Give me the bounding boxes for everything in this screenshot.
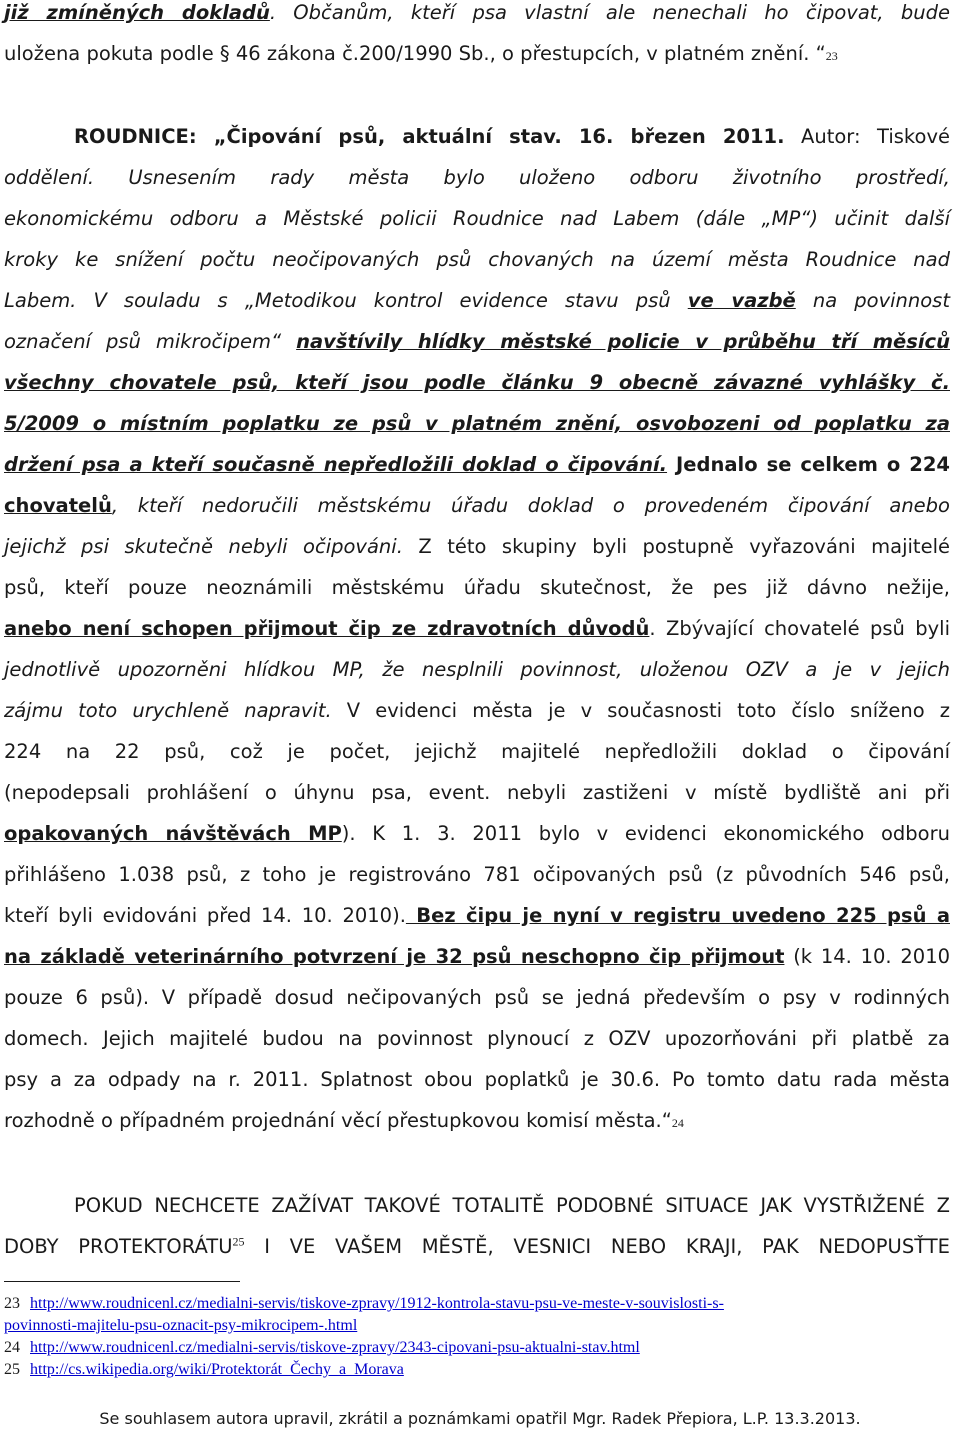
footnote-number: 25 <box>4 1361 20 1378</box>
body-line <box>4 165 950 191</box>
text-run: navštívily hlídky městské policie v průběhu tří měsíců <box>296 330 950 353</box>
footnote-number: 23 <box>4 1295 20 1312</box>
body-line <box>4 206 950 232</box>
text-run: 5/2009 o místním poplatku ze psů v platném znění, osvobozeni od poplatku za <box>4 412 950 435</box>
closing-line-2 <box>4 1234 950 1260</box>
body-line <box>4 452 950 478</box>
footnote-23-cont <box>4 1316 944 1336</box>
text-run: Bez čipu je nyní v registru uvedeno 225 psů a <box>405 904 950 927</box>
footnote-number: 24 <box>4 1339 20 1356</box>
text-run: chovatelů <box>4 494 112 517</box>
body-line <box>4 1067 950 1093</box>
footnote-25 <box>4 1360 944 1380</box>
body-line <box>4 657 950 683</box>
text-run: kroky ke snížení počtu neočipovaných psů chovaných na území města Roudnice nad <box>4 248 950 271</box>
text-run: Jednalo se celkem o 224 <box>667 453 950 476</box>
closing-line-1 <box>74 1193 950 1219</box>
closing-text-2a: DOBY PROTEKTORÁTU$^{25}$ <box>4 1234 245 1258</box>
body-line <box>4 698 950 724</box>
text-run: Labem. V souladu s „Metodikou kontrol evidence stavu psů <box>4 289 688 312</box>
text-run: držení psa a kteří současně nepředložili doklad o čipování. <box>4 453 668 476</box>
text-run: oddělení. <box>4 166 95 189</box>
body-line <box>4 411 950 437</box>
text-run: ve vazbě <box>687 289 796 312</box>
body-line <box>4 821 950 847</box>
text-run: ROUDNICE: „Čipování psů, aktuální stav. 16. březen 2011. <box>74 125 785 148</box>
footnote-separator <box>4 1281 240 1282</box>
text-run: jednotlivě upozorněni hlídkou MP, že nesplnili povinnost, uloženou OZV a je v jejich <box>4 658 950 681</box>
text-run: Autor: Tiskové <box>784 125 950 148</box>
text-run: K 1. 3. 2011 bylo v evidenci ekonomického odboru <box>355 822 950 845</box>
footnote-23 <box>4 1294 944 1314</box>
body-line <box>4 493 950 519</box>
text-run: domech. Jejich majitelé budou na povinnost plynoucí z OZV upozorňováni při platbě za <box>4 1027 950 1050</box>
body-line <box>4 1026 950 1052</box>
footnote-ref-25[interactable]: 25 <box>232 1234 245 1249</box>
text-run: již zmíněných dokladů <box>4 1 270 24</box>
text-run: přihlášeno 1.038 psů, z toho je registrováno 781 očipovaných psů (z původních 546 psů, <box>4 863 950 886</box>
text-run: , kteří nedoručili městskému úřadu doklad o provedeném čipování anebo <box>111 494 950 517</box>
text-run: (k 14. 10. 2010 <box>784 945 951 968</box>
text-run: opakovaných návštěvách MP <box>4 822 342 845</box>
text-run: psy a za odpady na r. 2011. Splatnost obou poplatků je 30.6. Po tomto datu rada města <box>4 1068 950 1091</box>
body-line <box>4 534 950 560</box>
footnote-24 <box>4 1338 944 1358</box>
body-line <box>4 0 950 26</box>
text-run: zájmu toto urychleně napravit. <box>4 699 332 722</box>
body-line <box>4 903 950 929</box>
text-run: označení psů mikročipem“ <box>4 330 297 353</box>
text-run: na povinnost <box>795 289 950 312</box>
body-line: uložena pokuta podle § 46 zákona č.200/1990 Sb., o přestupcích, v platném znění. “ 23 <box>4 42 838 65</box>
body-line <box>4 575 950 601</box>
text-run: anebo není schopen přijmout čip ze zdravotních důvodů <box>4 617 650 640</box>
body-line <box>4 780 950 806</box>
body-line <box>4 862 950 888</box>
text-run: . Zbývající chovatelé psů byli <box>649 617 950 640</box>
text-run: ekonomickému odboru a Městské policii Roudnice nad Labem (dále „MP“) učinit další <box>4 207 950 230</box>
text-run: jejichž psi skutečně nebyli očipováni. <box>4 535 403 558</box>
text-run: pouze 6 psů). V případě dosud nečipovaných psů se jedná především o psy v rodinných <box>4 986 950 1009</box>
text-run: rozhodně o případném projednání věcí přestupkovou komisí města.“ <box>4 1109 672 1132</box>
body-line <box>4 739 950 765</box>
text-run: . Občanům, kteří psa vlastní ale nenechali ho čipovat, bude <box>269 1 950 24</box>
text-run: na základě veterinárního potvrzení je 32 psů neschopno čip přijmout <box>4 945 785 968</box>
closing-text-1: POKUD NECHCETE ZAŽÍVAT TAKOVÉ TOTALITĚ PODOBNÉ SITUACE JAK VYSTŘIŽENÉ Z <box>74 1194 950 1217</box>
text-run: Z této skupiny byli postupně vyřazováni majitelé <box>402 535 950 558</box>
text-run: (nepodepsali prohlášení o úhynu psa, event. nebyli zastiženi v místě bydliště ani při <box>4 781 950 804</box>
text-run: psů, kteří pouze neoznámili městskému úřadu skutečnost, že pes již dávno nežije, <box>4 576 950 599</box>
footnote-link[interactable]: http://www.roudnicenl.cz/medialni-servis/tiskove-zpravy/2343-cipovani-psu-aktualni-stav.html <box>30 1339 640 1356</box>
page-footer: Se souhlasem autora upravil, zkrátil a poznámkami opatřil Mgr. Radek Přepiora, L.P. 13.3.2013. <box>99 1409 861 1428</box>
text-run: Usnesením rady města bylo uloženo odboru životního prostředí, <box>94 166 950 189</box>
text-run: kteří byli evidováni před 14. 10. 2010). <box>4 904 406 927</box>
body-line <box>4 370 950 396</box>
body-line <box>4 616 950 642</box>
footnote-link[interactable]: http://www.roudnicenl.cz/medialni-servis/tiskove-zpravy/1912-kontrola-stavu-psu-ve-meste-v-souvislosti-s- <box>30 1295 724 1312</box>
text-run: všechny chovatele psů, kteří jsou podle článku 9 obecně závazné vyhlášky č. <box>4 371 950 394</box>
footnote-link[interactable]: http://cs.wikipedia.org/wiki/Protektorát_Čechy_a_Morava <box>30 1361 404 1378</box>
body-line: rozhodně o případném projednání věcí přestupkovou komisí města.“ 24 <box>4 1109 684 1132</box>
body-line <box>4 247 950 273</box>
body-line <box>4 944 950 970</box>
text-run: 224 na 22 psů, což je počet, jejichž majitelé nepředložili doklad o čipování <box>4 740 950 763</box>
body-line <box>4 329 950 355</box>
footnote-link-cont[interactable]: povinnosti-majitelu-psu-oznacit-psy-mikrocipem-.html <box>4 1317 358 1334</box>
text-run: uložena pokuta podle § 46 zákona č.200/1990 Sb., o přestupcích, v platném znění. “ <box>4 42 826 65</box>
body-line <box>4 288 950 314</box>
closing-text-2b: I VE VAŠEM MĚSTĚ, VESNICI NEBO KRAJI, PAK NEDOPUSŤTE <box>264 1235 950 1258</box>
text-run: ). <box>341 822 356 845</box>
text-run: V evidenci města je v současnosti toto číslo sníženo z <box>331 699 950 722</box>
body-line <box>74 124 950 150</box>
body-line <box>4 985 950 1011</box>
